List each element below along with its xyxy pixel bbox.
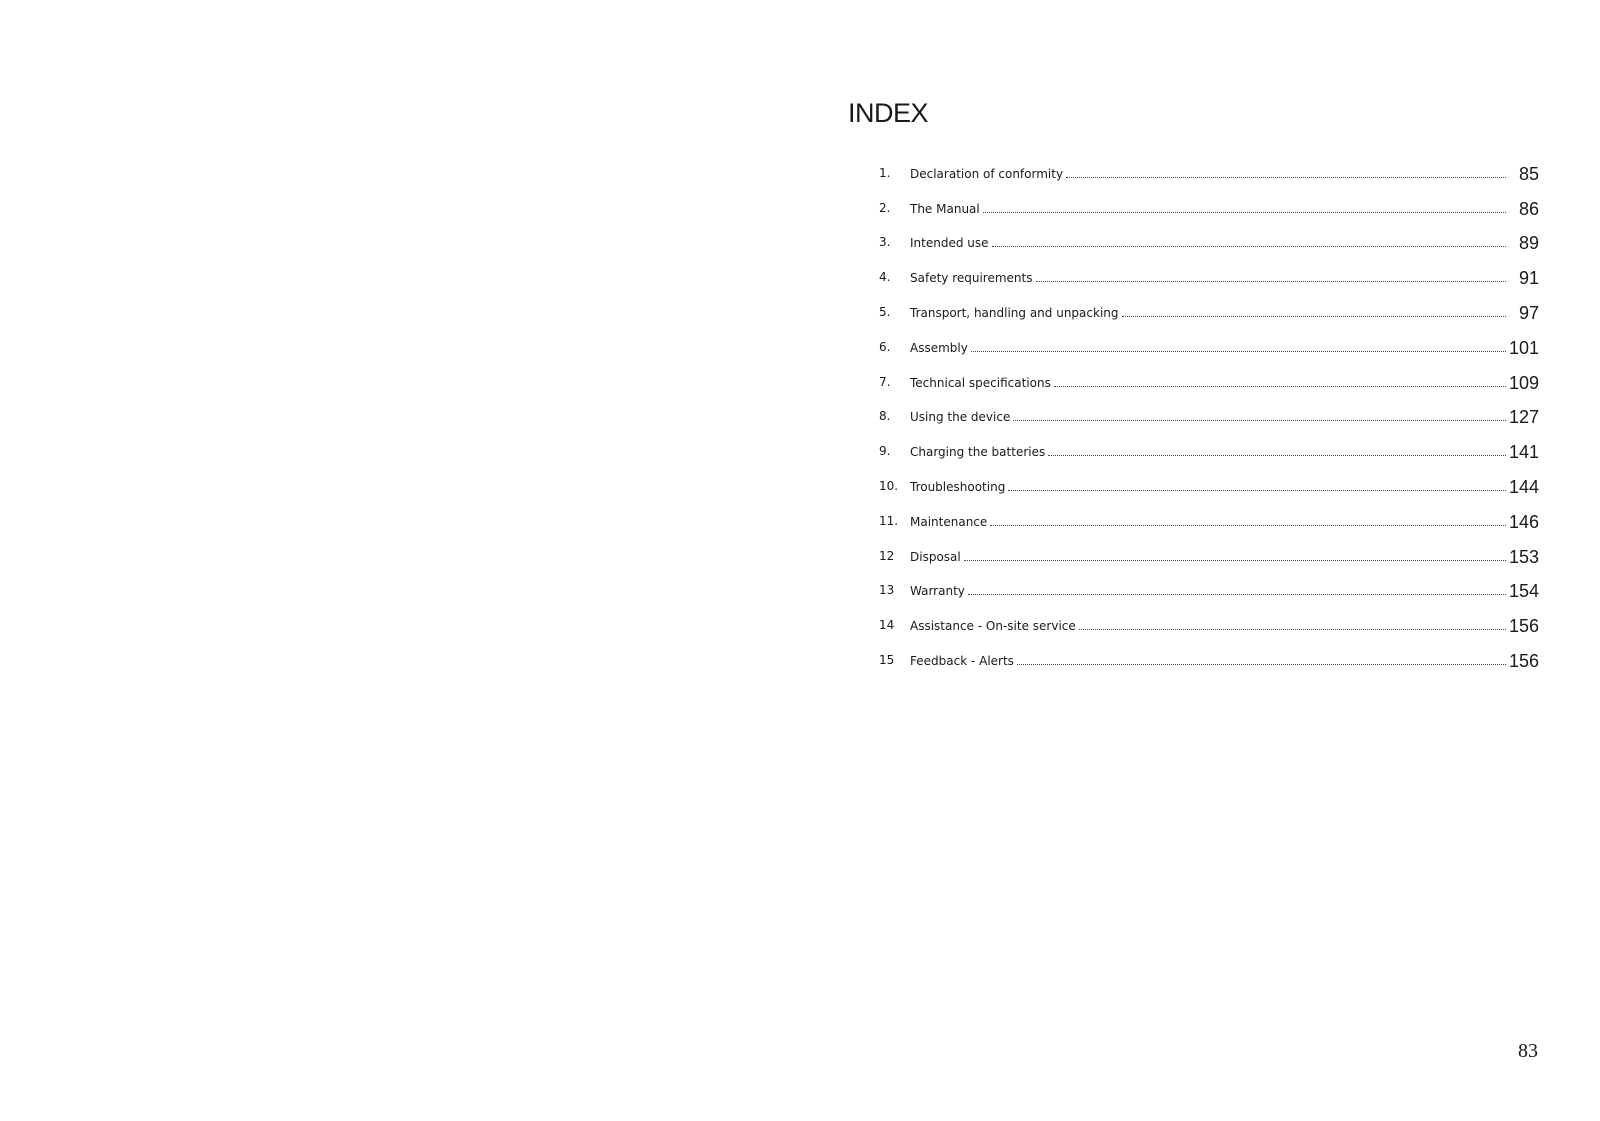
toc-entry-number: 7. <box>879 374 891 389</box>
toc-entry[interactable] <box>879 566 1539 601</box>
toc-entry-title: Feedback - Alerts <box>910 653 1014 668</box>
dot-leader <box>1079 628 1506 630</box>
toc-entry-number: 9. <box>879 444 891 459</box>
toc-entry-title: Intended use <box>910 236 989 251</box>
dot-leader <box>1017 663 1506 665</box>
toc-entry[interactable] <box>879 461 1539 496</box>
toc-entry-number: 11. <box>879 513 899 528</box>
toc-entry-number: 5. <box>879 304 891 319</box>
toc-entry-title: Transport, handling and unpacking <box>910 305 1119 320</box>
toc-entry-number: 3. <box>879 235 891 250</box>
toc-entry-number: 14 <box>879 618 895 633</box>
toc-entry-number: 1. <box>879 165 891 180</box>
toc-entry-number: 10. <box>879 478 899 493</box>
toc-entry-title: Technical specifications <box>910 375 1051 390</box>
toc-entry-page: 127 <box>1509 407 1539 427</box>
toc-entry-page: 154 <box>1509 581 1539 601</box>
toc-entry[interactable] <box>879 531 1539 566</box>
toc-entry-page: 89 <box>1518 233 1539 253</box>
toc-entry-title: Disposal <box>910 549 961 564</box>
toc-entry-page: 156 <box>1509 616 1539 636</box>
toc-entry-title: The Manual <box>910 201 980 216</box>
dot-leader <box>968 593 1506 595</box>
dot-leader <box>971 350 1506 352</box>
toc-entry-page: 144 <box>1509 476 1539 496</box>
table-of-contents <box>879 148 1539 670</box>
dot-leader <box>983 211 1506 213</box>
toc-entry-number: 6. <box>879 339 891 354</box>
dot-leader <box>1066 176 1506 178</box>
toc-entry-page: 141 <box>1509 442 1539 462</box>
dot-leader <box>1008 489 1506 491</box>
toc-entry-title: Declaration of conformity <box>910 166 1064 181</box>
toc-entry[interactable] <box>879 635 1539 670</box>
toc-entry-page: 146 <box>1509 511 1539 531</box>
toc-entry-page: 109 <box>1509 372 1539 392</box>
toc-entry-number: 8. <box>879 409 891 424</box>
toc-entry-page: 156 <box>1509 650 1539 670</box>
toc-entry-page: 97 <box>1518 302 1539 322</box>
toc-entry[interactable] <box>879 322 1539 357</box>
toc-entry-title: Assistance - On-site service <box>910 619 1076 634</box>
toc-entry-title: Charging the batteries <box>910 445 1046 460</box>
dot-leader <box>992 245 1506 247</box>
toc-entry-number: 4. <box>879 270 891 285</box>
dot-leader <box>1048 454 1506 456</box>
dot-leader <box>964 559 1506 561</box>
toc-entry-page: 86 <box>1518 198 1539 218</box>
toc-entry[interactable] <box>879 183 1539 218</box>
toc-entry-number: 15 <box>879 652 895 667</box>
toc-entry[interactable] <box>879 496 1539 531</box>
toc-entry-number: 2. <box>879 200 891 215</box>
toc-entry-page: 91 <box>1518 268 1539 288</box>
toc-entry[interactable] <box>879 252 1539 287</box>
dot-leader <box>1036 280 1507 282</box>
toc-entry[interactable] <box>879 287 1539 322</box>
toc-entry-number: 12 <box>879 548 895 563</box>
toc-entry[interactable] <box>879 218 1539 253</box>
toc-entry[interactable] <box>879 148 1539 183</box>
toc-entry-title: Assembly <box>910 340 968 355</box>
dot-leader <box>1013 419 1506 421</box>
toc-entry[interactable] <box>879 357 1539 392</box>
toc-entry-title: Troubleshooting <box>910 479 1006 494</box>
toc-entry-page: 85 <box>1518 163 1539 183</box>
toc-entry[interactable] <box>879 426 1539 461</box>
page-number: 83 <box>1518 1040 1538 1062</box>
toc-entry-page: 153 <box>1509 546 1539 566</box>
toc-entry-page: 101 <box>1509 337 1539 357</box>
index-title: INDEX <box>848 98 929 128</box>
dot-leader <box>990 524 1506 526</box>
toc-entry[interactable] <box>879 392 1539 427</box>
toc-entry-title: Maintenance <box>910 514 988 529</box>
toc-entry-title: Using the device <box>910 410 1011 425</box>
toc-entry-title: Safety requirements <box>910 271 1033 286</box>
dot-leader <box>1054 385 1506 387</box>
toc-entry-title: Warranty <box>910 584 965 599</box>
toc-entry-number: 13 <box>879 583 895 598</box>
toc-entry[interactable] <box>879 600 1539 635</box>
dot-leader <box>1122 315 1507 317</box>
